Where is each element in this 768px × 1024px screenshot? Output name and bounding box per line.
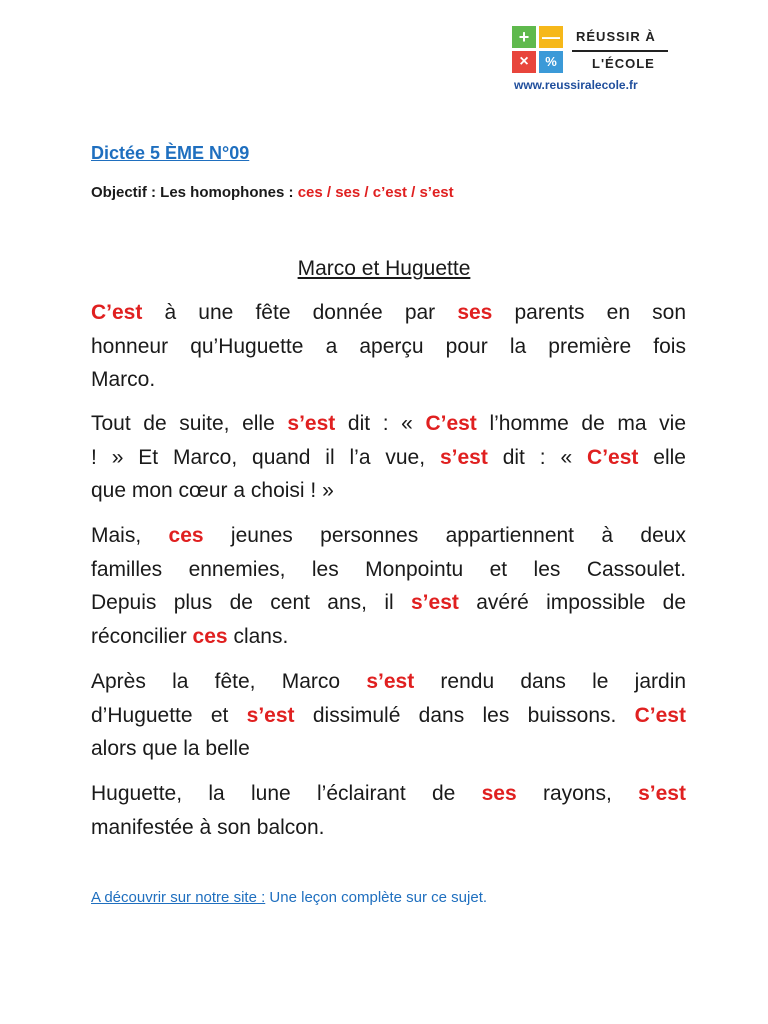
times-sign-icon: ×: [512, 51, 536, 73]
text-segment: honneur: [91, 334, 169, 358]
text-segment: les: [311, 557, 339, 581]
text-segment: deux: [640, 524, 686, 547]
logo-math-signs-icon: [512, 26, 564, 74]
text-segment: Marco: [281, 670, 341, 693]
text-segment: de: [662, 591, 686, 614]
text-segment: lune: [251, 782, 291, 805]
text-segment: appartiennent: [445, 524, 575, 547]
text-segment: en: [606, 301, 631, 324]
homophone-word: s’est: [246, 703, 295, 727]
text-line: [91, 363, 686, 397]
footer-note: [91, 889, 487, 906]
minus-sign-icon: —: [539, 26, 563, 48]
site-logo[interactable]: [512, 26, 682, 94]
text-segment: fête: [255, 301, 291, 324]
text-segment: qu’Huguette: [190, 334, 304, 358]
homophone-word: C’est: [425, 412, 477, 435]
text-segment: Monpointu: [365, 557, 464, 581]
page-title: Dictée 5 ÈME N°09: [91, 143, 250, 163]
text-line: [91, 296, 686, 330]
text-segment: parents: [514, 301, 585, 324]
text-line: [91, 441, 686, 475]
text-line: [91, 811, 686, 845]
logo-title-line2: L'ÉCOLE: [592, 56, 655, 71]
story-paragraph-3: [91, 519, 686, 653]
objective-words: ces / ses / c’est / s’est: [297, 184, 454, 201]
text-line: [91, 330, 686, 364]
text-segment: son: [652, 301, 686, 324]
text-segment: personnes: [320, 524, 419, 547]
text-segment: à: [164, 301, 177, 324]
text-segment: alors que la belle: [91, 737, 250, 760]
text-segment: Après: [91, 670, 146, 693]
text-segment: Cassoulet.: [586, 557, 687, 581]
text-segment: Depuis plus de cent ans, il: [91, 591, 394, 614]
text-segment: les: [533, 557, 561, 581]
story-title: Marco et Huguette: [297, 257, 471, 280]
text-segment: manifestée à son balcon.: [91, 815, 325, 839]
homophone-word: s’est: [287, 412, 336, 435]
text-segment: la: [509, 334, 527, 358]
text-segment: l’éclairant: [316, 782, 406, 805]
text-segment: clans.: [233, 624, 289, 648]
text-line: [91, 620, 686, 654]
text-segment: jeunes: [230, 524, 293, 547]
text-segment: Marco.: [91, 368, 156, 391]
logo-divider: [572, 50, 668, 52]
text-line: [91, 665, 686, 699]
text-line: [91, 553, 686, 587]
text-line: [91, 732, 686, 766]
text-segment: elle: [653, 445, 686, 469]
objective-label: Objectif : Les homophones :: [91, 184, 294, 201]
text-line: [91, 519, 686, 553]
text-segment: aperçu pour: [359, 334, 488, 358]
homophone-word: ces: [192, 624, 228, 648]
story-paragraph-4: [91, 665, 686, 766]
logo-title-line1: RÉUSSIR À: [576, 29, 656, 44]
homophone-word: s’est: [439, 445, 488, 469]
text-segment: dans: [520, 670, 566, 693]
text-segment: dit : «: [502, 445, 573, 469]
text-line: [91, 407, 686, 441]
text-segment: réconcilier: [91, 624, 187, 648]
text-line: [91, 777, 686, 811]
text-line: [91, 699, 686, 733]
text-segment: familles ennemies,: [91, 557, 286, 581]
text-segment: d’Huguette et: [91, 703, 229, 727]
footer-text[interactable]: Une leçon complète sur ce sujet.: [269, 889, 488, 906]
text-segment: la: [172, 670, 189, 693]
story-paragraph-1: [91, 296, 686, 397]
percent-sign-icon: %: [539, 51, 563, 73]
text-segment: fois: [653, 334, 686, 358]
text-segment: l’homme de ma vie: [489, 412, 687, 435]
text-segment: Tout de suite, elle: [91, 412, 275, 435]
homophone-word: ces: [168, 524, 204, 547]
text-line: [91, 586, 686, 620]
text-segment: par: [404, 301, 436, 324]
homophone-word: ses: [457, 301, 493, 324]
text-segment: dissimulé dans les buissons.: [312, 703, 617, 727]
homophone-word: C’est: [634, 703, 686, 727]
plus-sign-icon: +: [512, 26, 536, 48]
text-segment: à: [601, 524, 614, 547]
text-segment: rayons,: [542, 782, 612, 805]
homophone-word: s’est: [638, 782, 686, 805]
homophone-word: ses: [481, 782, 517, 805]
homophone-word: C’est: [91, 301, 143, 324]
text-segment: le jardin: [592, 670, 687, 693]
text-segment: a: [325, 334, 338, 358]
text-segment: avéré impossible: [476, 591, 646, 614]
story-paragraph-2: [91, 407, 686, 508]
text-segment: ! » Et Marco, quand il l’a vue,: [91, 445, 426, 469]
text-segment: donnée: [312, 301, 383, 324]
text-segment: fête,: [214, 670, 256, 693]
text-segment: de: [431, 782, 456, 805]
text-segment: que mon cœur a choisi ! »: [91, 479, 334, 502]
logo-url[interactable]: www.reussiralecole.fr: [514, 78, 638, 92]
text-segment: une: [198, 301, 234, 324]
text-segment: et: [489, 557, 508, 581]
text-segment: Mais,: [91, 524, 142, 547]
text-segment: dit : «: [347, 412, 413, 435]
discover-link[interactable]: A découvrir sur notre site :: [91, 889, 266, 906]
text-segment: Huguette,: [91, 782, 183, 805]
objective-line: [91, 184, 454, 201]
text-segment: la: [208, 782, 225, 805]
homophone-word: s’est: [366, 670, 415, 693]
story-paragraph-5: [91, 777, 686, 844]
text-line: [91, 474, 686, 508]
homophone-word: C’est: [587, 445, 639, 469]
text-segment: première: [548, 334, 632, 358]
homophone-word: s’est: [411, 591, 459, 614]
text-segment: rendu: [440, 670, 495, 693]
